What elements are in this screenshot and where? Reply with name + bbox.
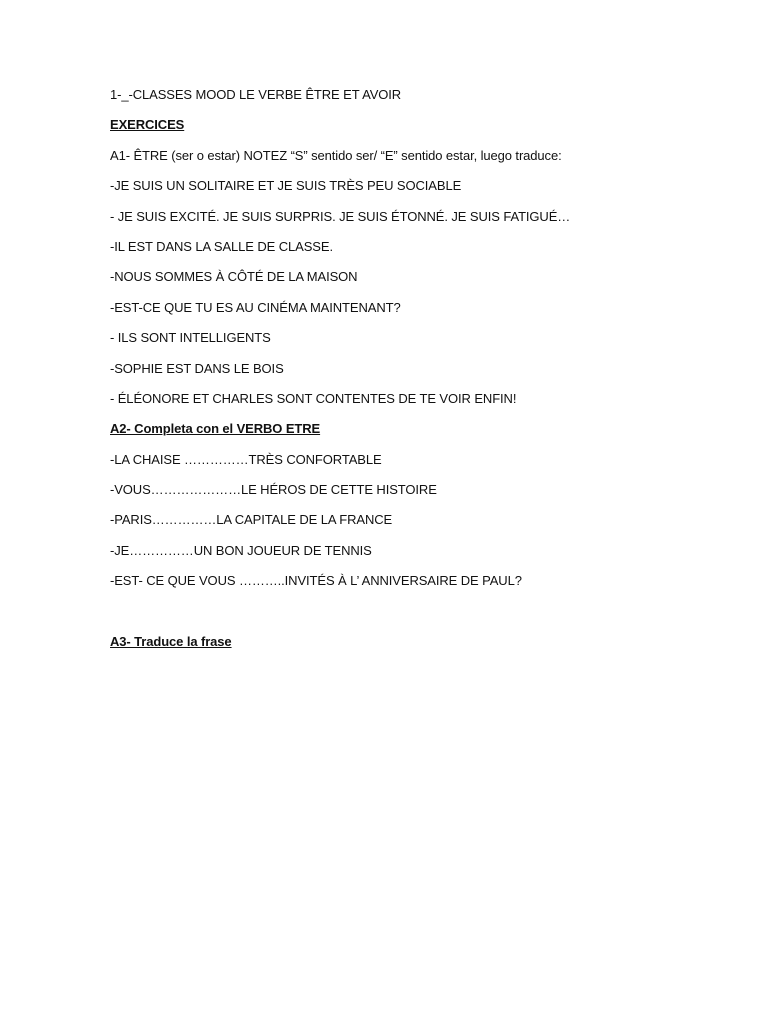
exercise-a2-item: -EST- CE QUE VOUS ………..INVITÉS À L’ ANNIVERSAIRE DE PAUL? (110, 573, 522, 589)
exercise-a1-item: -JE SUIS UN SOLITAIRE ET JE SUIS TRÈS PEU SOCIABLE (110, 178, 462, 194)
exercise-a1-item: - ILS SONT INTELLIGENTS (110, 330, 271, 346)
exercise-a3-heading: A3- Traduce la frase (110, 633, 232, 649)
exercise-a1-item: -IL EST DANS LA SALLE DE CLASSE. (110, 238, 333, 254)
exercise-a1-item: -SOPHIE EST DANS LE BOIS (110, 360, 284, 376)
exercise-a2-item: -JE……………UN BON JOUEUR DE TENNIS (110, 542, 372, 558)
exercise-a1-item: -NOUS SOMMES À CÔTÉ DE LA MAISON (110, 269, 358, 285)
exercise-a2-item: -LA CHAISE ……………TRÈS CONFORTABLE (110, 451, 382, 467)
section-spacer (110, 603, 730, 633)
exercise-a1-item: - ÉLÉONORE ET CHARLES SONT CONTENTES DE TE VOIR ENFIN! (110, 390, 517, 406)
exercise-a2-item: -VOUS…………………LE HÉROS DE CETTE HISTOIRE (110, 482, 437, 498)
exercises-heading: EXERCICES (110, 117, 185, 133)
exercise-a2-item: -PARIS……………LA CAPITALE DE LA FRANCE (110, 512, 393, 528)
exercise-a1-item: -EST-CE QUE TU ES AU CINÉMA MAINTENANT? (110, 299, 401, 315)
document-title: 1-_-CLASSES MOOD LE VERBE ÊTRE ET AVOIR (110, 87, 402, 102)
exercise-a1-instruction: A1- ÊTRE (ser o estar) NOTEZ “S” sentido ser/ “E” sentido estar, luego traduce: (110, 147, 562, 163)
document-body (110, 86, 730, 663)
exercise-a1-item: - JE SUIS EXCITÉ. JE SUIS SURPRIS. JE SUIS ÉTONNÉ. JE SUIS FATIGUÉ… (110, 208, 571, 224)
exercise-a2-heading: A2- Completa con el VERBO ETRE (110, 421, 321, 437)
